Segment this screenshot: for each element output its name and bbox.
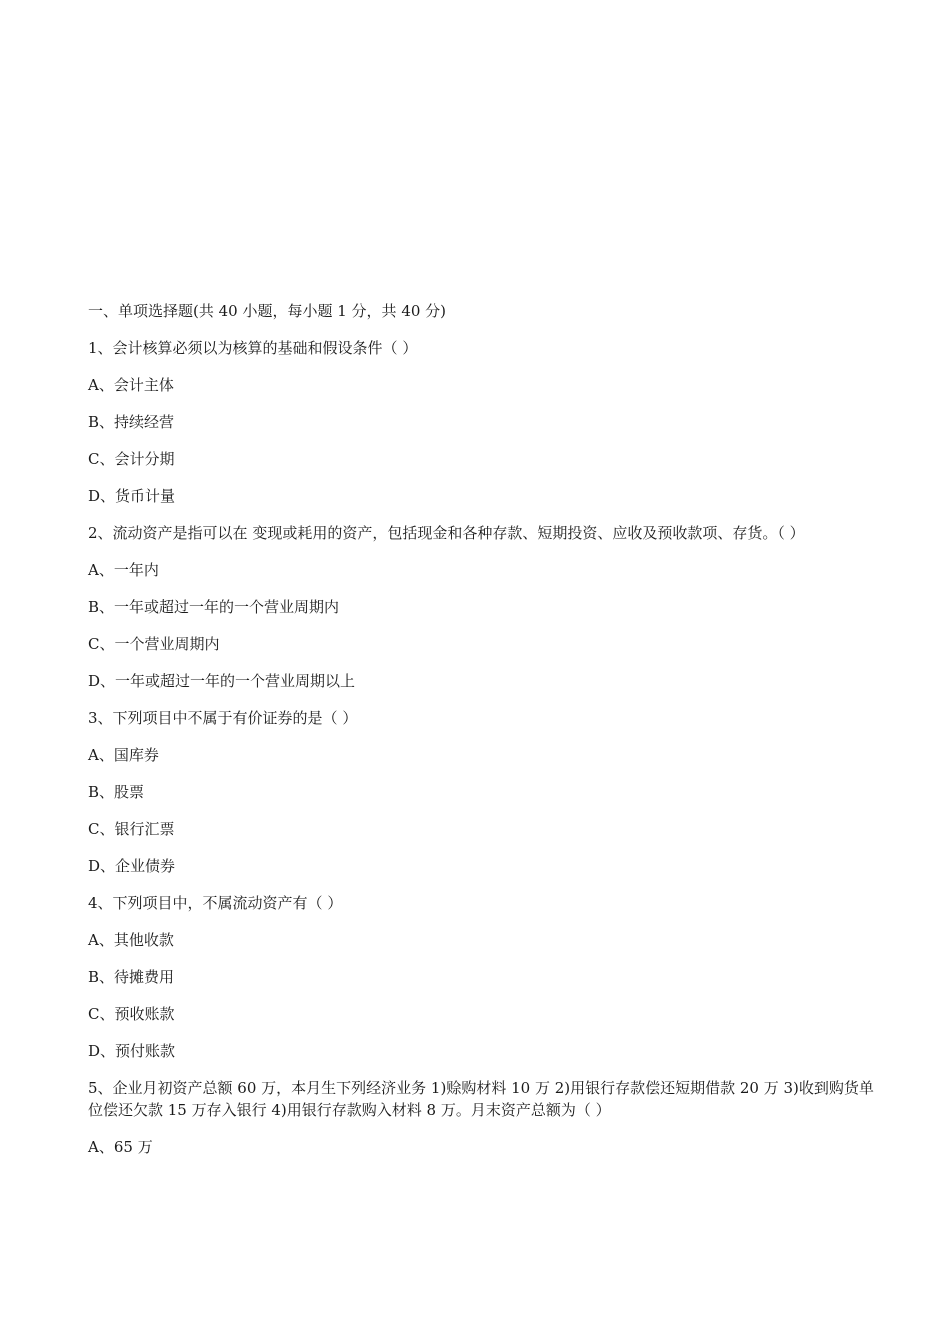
option-item: D、一年或超过一年的一个营业周期以上 xyxy=(88,672,356,690)
option-item: A、国库券 xyxy=(88,746,159,764)
option-item: B、待摊费用 xyxy=(88,968,175,986)
exam-content xyxy=(88,300,878,1173)
section-title: 一、单项选择题(共 40 小题，每小题 1 分，共 40 分) xyxy=(88,302,447,320)
option-item: C、会计分期 xyxy=(88,450,175,468)
question-stem: 4、下列项目中，不属流动资产有（ ） xyxy=(88,894,343,912)
question-stem: 1、会计核算必须以为核算的基础和假设条件（ ） xyxy=(88,339,418,357)
option-item: D、预付账款 xyxy=(88,1042,176,1060)
option-item: B、股票 xyxy=(88,783,145,801)
option-item: B、一年或超过一年的一个营业周期内 xyxy=(88,598,340,616)
option-item: C、一个营业周期内 xyxy=(88,635,220,653)
option-item: A、65 万 xyxy=(88,1138,153,1156)
question-stem: 3、下列项目中不属于有价证券的是（ ） xyxy=(88,709,358,727)
option-item: A、一年内 xyxy=(88,561,159,579)
option-item: A、其他收款 xyxy=(88,931,174,949)
option-item: C、预收账款 xyxy=(88,1005,175,1023)
question-stem: 5、企业月初资产总额 60 万，本月生下列经济业务 1)赊购材料 10 万 2)用银行存款偿还短期借款 20 万 3)收到购货单位偿还欠款 15 万存入银行 4)用银行存款购入材料 8 万。月末资产总额为（ ） xyxy=(88,1079,874,1119)
option-item: D、货币计量 xyxy=(88,487,176,505)
option-item: A、会计主体 xyxy=(88,376,174,394)
option-item: D、企业债券 xyxy=(88,857,176,875)
question-stem: 2、流动资产是指可以在 变现或耗用的资产，包括现金和各种存款、短期投资、应收及预收款项、存货。（ ） xyxy=(88,524,805,542)
option-item: C、银行汇票 xyxy=(88,820,175,838)
option-item: B、持续经营 xyxy=(88,413,175,431)
